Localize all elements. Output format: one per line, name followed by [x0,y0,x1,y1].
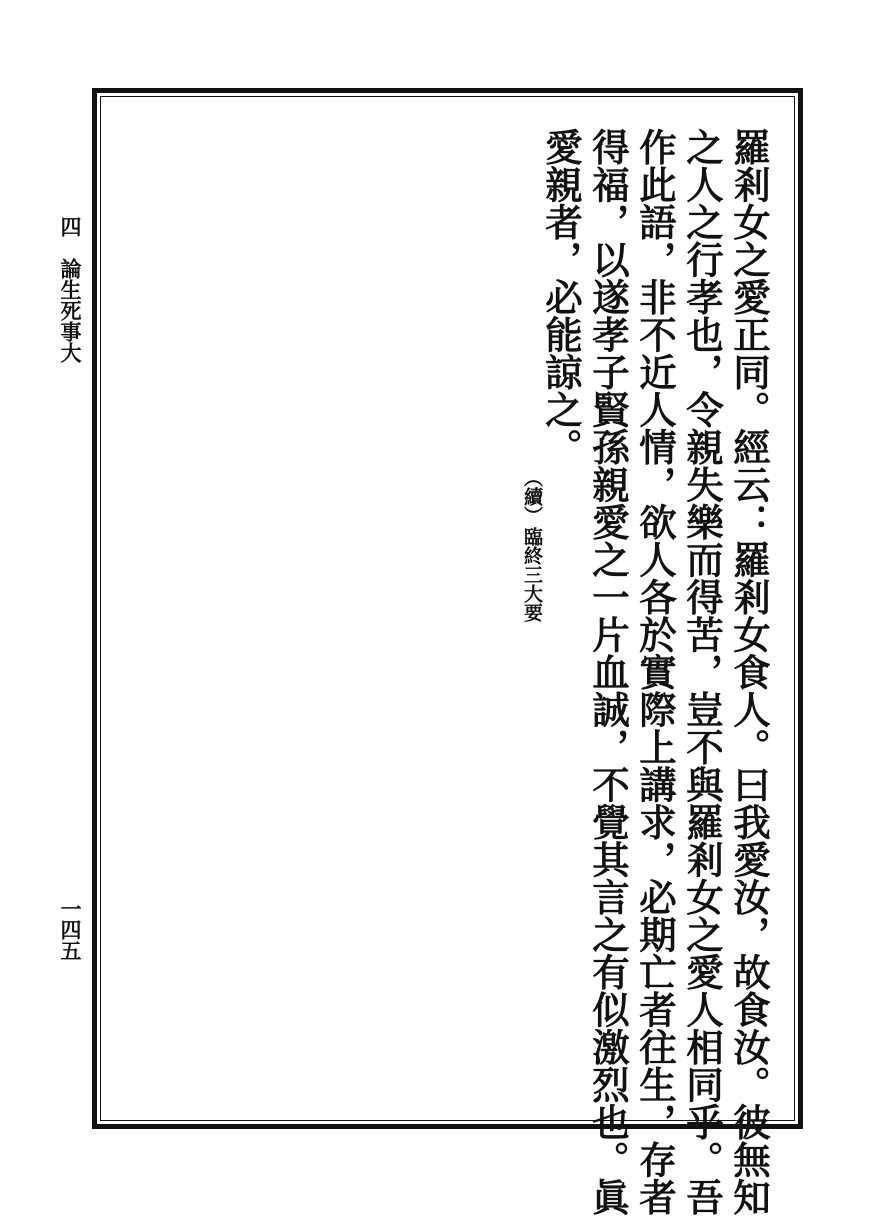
source-attribution [521,468,543,688]
text-column-3: 作此語，非不近人情，欲人各於實際上講求，必期亡者往生，存者 [633,128,677,1216]
attribution-bracket: （續） [521,468,543,525]
section-number: 四 [58,216,83,237]
text-column-1: 羅剎女之愛正同。經云：羅剎女食人。曰我愛汝，故食汝。彼無知 [727,128,771,1216]
text-column-2: 之人之行孝也，令親失樂而得苦，豈不與羅剎女之愛人相同乎。吾 [680,128,724,1216]
text-column-4: 得福，以遂孝子賢孫親愛之一片血誠，不覺其言之有似激烈也。眞 [586,128,630,1216]
page-number: 一四五 [58,898,83,961]
text-column-5: 愛親者，必能諒之。 [539,128,583,466]
attribution-title: 臨終三大要 [521,527,543,622]
chapter-title: 論生死事大 [58,258,83,363]
